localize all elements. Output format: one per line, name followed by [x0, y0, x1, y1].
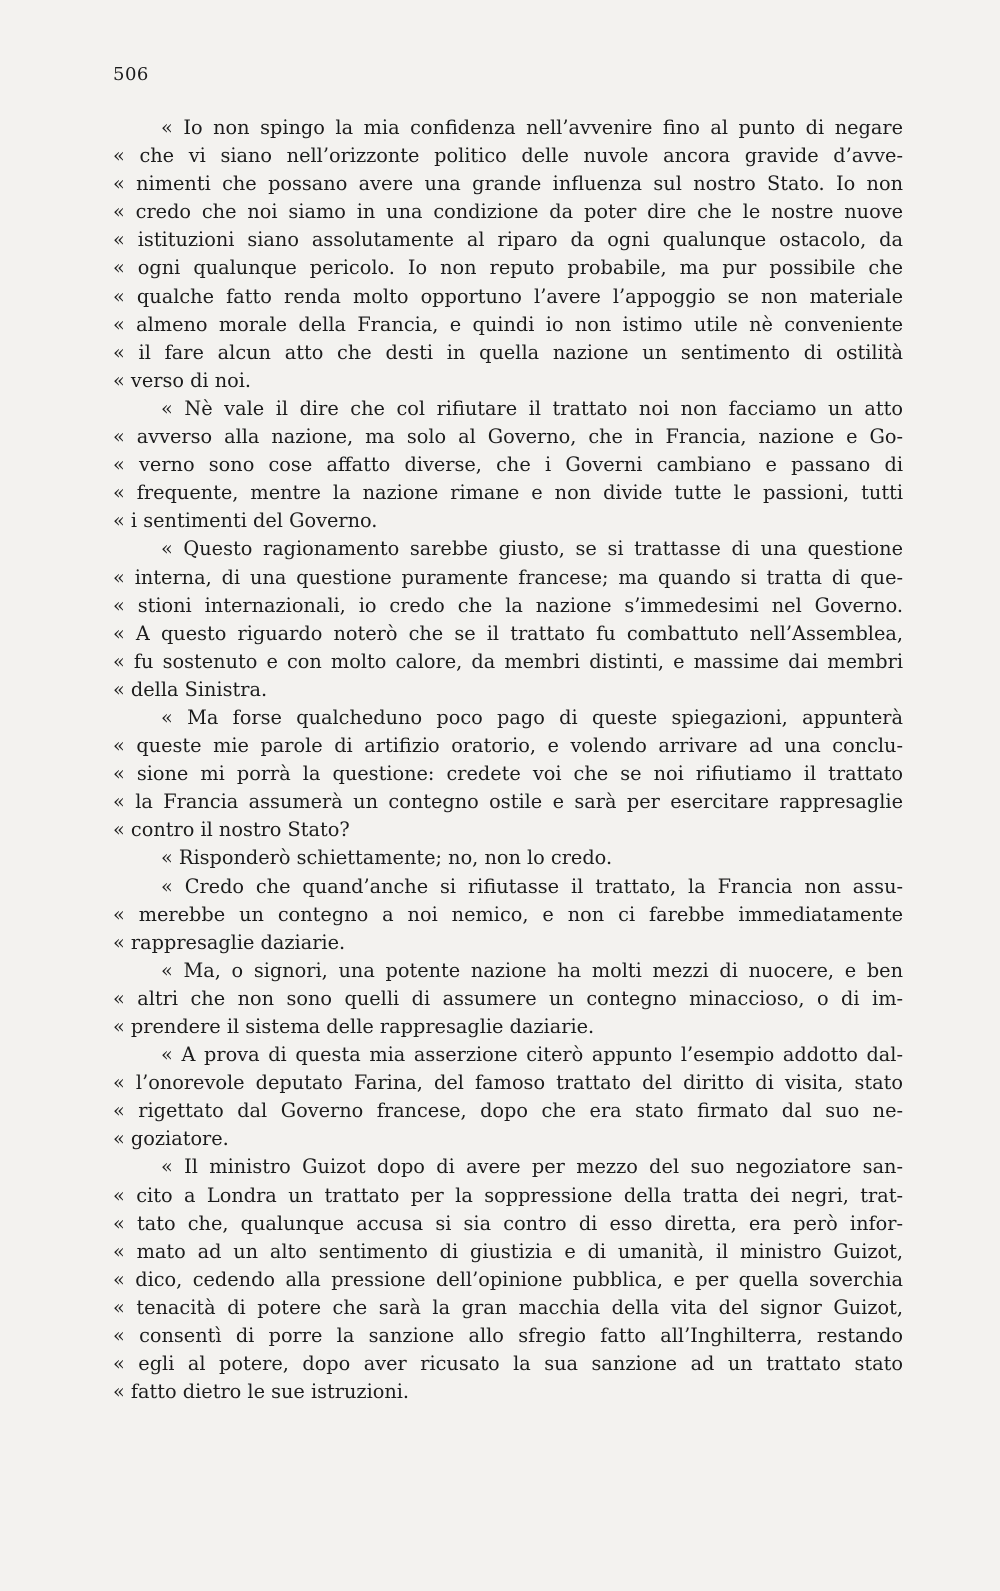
text-line: « qualche fatto renda molto opportuno l’avere l’appoggio se non materiale [113, 284, 903, 308]
text-line: « queste mie parole di artifizio oratorio, e volendo arrivare ad una conclu- [113, 734, 903, 758]
text-line: « altri che non sono quelli di assumere un contegno minaccioso, o di im- [113, 986, 903, 1010]
speech-text [113, 114, 903, 1406]
text-line: « tenacità di potere che sarà la gran macchia della vita del signor Guizot, [113, 1295, 903, 1319]
text-line: « i sentimenti del Governo. [113, 509, 378, 533]
text-line: « rappresaglie daziarie. [113, 930, 346, 954]
text-line: « contro il nostro Stato? [113, 818, 350, 842]
text-line: « prendere il sistema delle rappresaglie daziarie. [113, 1015, 595, 1038]
text-line: « della Sinistra. [113, 677, 268, 701]
text-line: « sione mi porrà la questione: credete voi che se noi rifiutiamo il trattato [113, 762, 903, 786]
text-line: « che vi siano nell’orizzonte politico delle nuvole ancora gravide d’avve- [113, 144, 903, 168]
text-line: « mato ad un alto sentimento di giustizia e di umanità, il ministro Guizot, [113, 1239, 903, 1263]
text-line: « l’onorevole deputato Farina, del famoso trattato del diritto di visita, stato [113, 1071, 903, 1095]
text-line: « verno sono cose affatto diverse, che i Governi cambiano e passano di [113, 453, 903, 477]
text-line: « la Francia assumerà un contegno ostile e sarà per esercitare rappresaglie [113, 790, 903, 814]
text-line: « Ma forse qualcheduno poco pago di queste spiegazioni, appunterà [161, 705, 903, 729]
text-line: « fu sostenuto e con molto calore, da membri distinti, e massime dai membri [113, 649, 903, 673]
text-line: « interna, di una questione puramente francese; ma quando si tratta di que- [113, 565, 903, 589]
text-line: « il fare alcun atto che desti in quella nazione un sentimento di ostilità [113, 340, 903, 364]
text-line: « Io non spingo la mia confidenza nell’avvenire fino al punto di negare [161, 116, 903, 139]
text-line: « nimenti che possano avere una grande influenza sul nostro Stato. Io non [113, 172, 903, 196]
text-line: « tato che, qualunque accusa si sia contro di esso diretta, era però infor- [113, 1211, 903, 1235]
text-line: « A prova di questa mia asserzione citerò appunto l’esempio addotto dal- [161, 1043, 903, 1067]
text-line: « rigettato dal Governo francese, dopo che era stato firmato dal suo ne- [113, 1099, 903, 1123]
text-line: « cito a Londra un trattato per la soppressione della tratta dei negri, trat- [113, 1183, 903, 1207]
text-line: « Risponderò schiettamente; no, non lo credo. [161, 846, 613, 870]
text-line: « frequente, mentre la nazione rimane e non divide tutte le passioni, tutti [113, 481, 903, 505]
text-line: « dico, cedendo alla pressione dell’opinione pubblica, e per quella soverchia [113, 1267, 903, 1291]
text-line: « istituzioni siano assolutamente al riparo da ogni qualunque ostacolo, da [113, 228, 903, 252]
text-line: « goziatore. [113, 1127, 229, 1151]
text-line: « Credo che quand’anche si rifiutasse il trattato, la Francia non assu- [161, 874, 903, 898]
text-line: « A questo riguardo noterò che se il trattato fu combattuto nell’Assemblea, [113, 621, 903, 645]
text-line: « verso di noi. [113, 368, 252, 392]
text-line: « Questo ragionamento sarebbe giusto, se si trattasse di una questione [161, 537, 903, 561]
text-line: « ogni qualunque pericolo. Io non reputo probabile, ma pur possibile che [113, 256, 903, 280]
text-line: « merebbe un contegno a noi nemico, e non ci farebbe immediatamente [113, 902, 903, 926]
text-line: « fatto dietro le sue istruzioni. [113, 1380, 410, 1404]
text-line: « credo che noi siamo in una condizione da poter dire che le nostre nuove [113, 200, 903, 224]
text-line: « Ma, o signori, una potente nazione ha molti mezzi di nuocere, e ben [161, 958, 903, 982]
page-number: 506 [113, 64, 149, 85]
text-line: « Il ministro Guizot dopo di avere per mezzo del suo negoziatore san- [161, 1155, 903, 1179]
text-line: « Nè vale il dire che col rifiutare il trattato noi non facciamo un atto [161, 396, 903, 420]
text-line: « consentì di porre la sanzione allo sfregio fatto all’Inghilterra, restando [113, 1324, 903, 1348]
text-line: « almeno morale della Francia, e quindi io non istimo utile nè conveniente [113, 312, 903, 336]
text-line: « stioni internazionali, io credo che la nazione s’immedesimi nel Governo. [113, 593, 903, 617]
text-line: « egli al potere, dopo aver ricusato la sua sanzione ad un trattato stato [113, 1352, 903, 1376]
text-line: « avverso alla nazione, ma solo al Governo, che in Francia, nazione e Go- [113, 425, 903, 449]
